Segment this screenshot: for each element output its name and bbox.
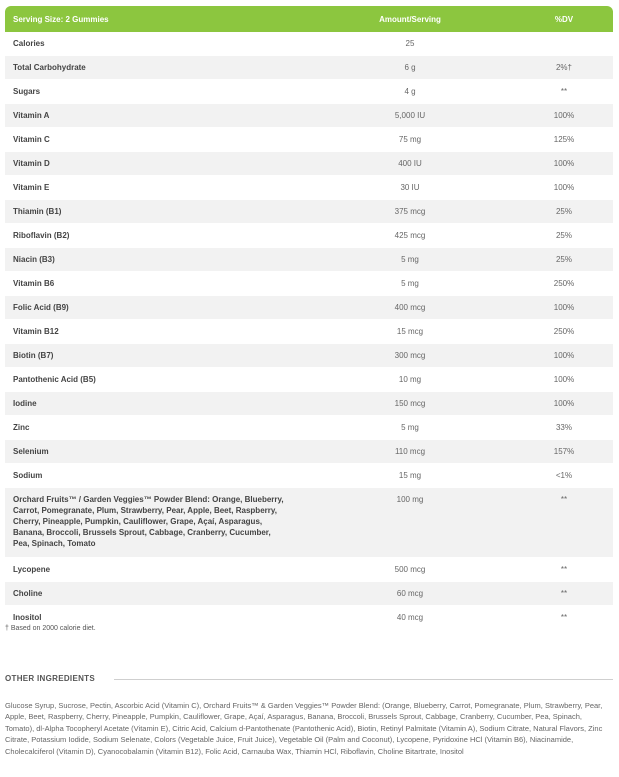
amount-value: 10 mg [398,375,422,384]
table-row [5,152,613,176]
amount-value: 300 mcg [394,351,426,360]
table-row [5,440,613,464]
amount-value: 400 IU [398,159,422,168]
nutrient-name: Vitamin E [13,183,50,192]
dv-value: 100% [553,111,575,120]
dv-value: 100% [553,399,575,408]
footnote: † Based on 2000 calorie diet. [5,625,96,632]
nutrient-name: Zinc [13,423,30,432]
other-ingredients-title: OTHER INGREDIENTS [5,674,95,683]
table-row [5,296,613,320]
table-row [5,344,613,368]
table-body [5,32,613,630]
table-row [5,176,613,200]
table-row [5,104,613,128]
amount-value: 5 mg [401,255,419,264]
amount-value: 150 mcg [394,399,426,408]
nutrient-name: Calories [13,39,45,48]
table-row [5,80,613,104]
serving-size-header: Serving Size: 2 Gummies [13,14,109,24]
amount-value: 40 mcg [396,613,424,622]
nutrient-name: Lycopene [13,565,51,574]
amount-value: 75 mg [398,135,422,144]
other-ingredients-text: Glucose Syrup, Sucrose, Pectin, Ascorbic Acid (Vitamin C), Orchard Fruits™ & Garden Veggies™ Powder Blend: (Orange, Blueberry, Carrot, Pomegranate, Plum, Strawberry, Pear, Apple, Beet, Raspberry, Cherry, Pineapple, Pumpkin, Cauliflower, Grape, Açaí, Asparagus, Banana, Broccoli, Brussels Sprout, Cabbage, Cranberry, Cucumber, Pea, Spinach, Tomato), dl-Alpha Tocopheryl Acetate (Vitamin E), Citric Acid, Calcium d-Pantothenate (Pantothenic Acid), Biotin, Retinyl Palmitate (Vitamin A), Sodium Citrate, Natural Flavors, Zinc Citrate, Potassium Iodide, Sodium Selenate, Colors (Vegetable Juice, Fruit Juice), Vegetable Oil (Palm and Coconut), Lycopene, Pyridoxine HCl (Vitamin B6), Niacinamide, Cholecalciferol (Vitamin D), Cyanocobalamin (Vitamin B12), Folic Acid, Carnauba Wax, Thiamin HCl, Riboflavin, Choline Bitartrate, Inositol [5,701,603,756]
nutrient-name: Vitamin D [13,159,50,168]
amount-value: 110 mcg [394,447,426,456]
dv-value: 25% [555,255,572,264]
dv-value: 100% [553,351,575,360]
table-row [5,200,613,224]
table-row [5,224,613,248]
nutrient-name: Sodium [13,471,43,480]
table-row [5,320,613,344]
amount-value: 15 mcg [396,327,424,336]
dv-value: ** [560,495,568,504]
dv-value: ** [560,565,568,574]
amount-header: Amount/Serving [379,14,441,24]
nutrient-name: Vitamin B12 [13,327,59,336]
amount-value: 5,000 IU [394,111,426,120]
table-row [5,32,613,56]
nutrient-name: Vitamin A [13,111,50,120]
dv-header: %DV [554,14,574,24]
dv-value: <1% [555,471,573,480]
dv-value: ** [560,589,568,598]
nutrient-name: Inositol [13,613,42,622]
dv-value: 33% [555,423,572,432]
nutrient-name: Biotin (B7) [13,351,54,360]
amount-value: 30 IU [400,183,420,192]
table-row [5,582,613,606]
nutrient-name: Riboflavin (B2) [13,231,70,240]
table-row [5,558,613,582]
nutrient-name: Thiamin (B1) [13,207,62,216]
amount-value: 4 g [404,87,416,96]
amount-value: 400 mcg [394,303,426,312]
dv-value: 25% [555,231,572,240]
nutrient-name: Folic Acid (B9) [13,303,69,312]
dv-value: 100% [553,183,575,192]
nutrient-name: Selenium [13,447,49,456]
dv-value: 125% [553,135,575,144]
dv-value: ** [560,87,568,96]
table-row [5,368,613,392]
amount-value: 5 mg [401,423,419,432]
nutrient-name: Sugars [13,87,41,96]
dv-value: 250% [553,279,575,288]
table-row [5,606,613,630]
dv-value: 100% [553,159,575,168]
table-header [5,6,613,32]
dv-value: 157% [553,447,575,456]
table-row [5,56,613,80]
nutrient-name: Pantothenic Acid (B5) [13,375,96,384]
amount-value: 6 g [404,63,416,72]
nutrition-table [5,6,613,630]
table-row [5,128,613,152]
section-divider [114,679,613,680]
dv-value: ** [560,613,568,622]
amount-value: 375 mcg [394,207,426,216]
nutrient-name: Total Carbohydrate [13,63,86,72]
nutrient-name: Iodine [13,399,37,408]
dv-value: 100% [553,303,575,312]
dv-value: 2%† [555,63,572,72]
table-row [5,488,613,558]
amount-value: 100 mg [396,495,424,504]
amount-value: 60 mcg [396,589,424,598]
amount-value: 5 mg [401,279,419,288]
nutrient-name: Choline [13,589,43,598]
nutrient-name: Niacin (B3) [13,255,55,264]
amount-value: 15 mg [398,471,422,480]
table-row [5,392,613,416]
dv-value: 25% [555,207,572,216]
amount-value: 425 mcg [394,231,426,240]
table-row [5,464,613,488]
nutrient-name: Orchard Fruits™ / Garden Veggies™ Powder Blend: Orange, Blueberry, Carrot, Pomegranate, Plum, Strawberry, Pear, Apple, Beet, Raspberry, Cherry, Pineapple, Pumpkin, Cauliflower, Grape, Açaí, Asparagus, Banana, Broccoli, Brussels Sprout, Cabbage, Cranberry, Cucumber, Pea, Spinach, Tomato [13,495,284,548]
table-row [5,272,613,296]
dv-value: 250% [553,327,575,336]
nutrient-name: Vitamin B6 [13,279,55,288]
table-row [5,248,613,272]
table-row [5,416,613,440]
amount-value: 500 mcg [394,565,426,574]
nutrient-name: Vitamin C [13,135,50,144]
dv-value: 100% [553,375,575,384]
amount-value: 25 [405,39,415,48]
